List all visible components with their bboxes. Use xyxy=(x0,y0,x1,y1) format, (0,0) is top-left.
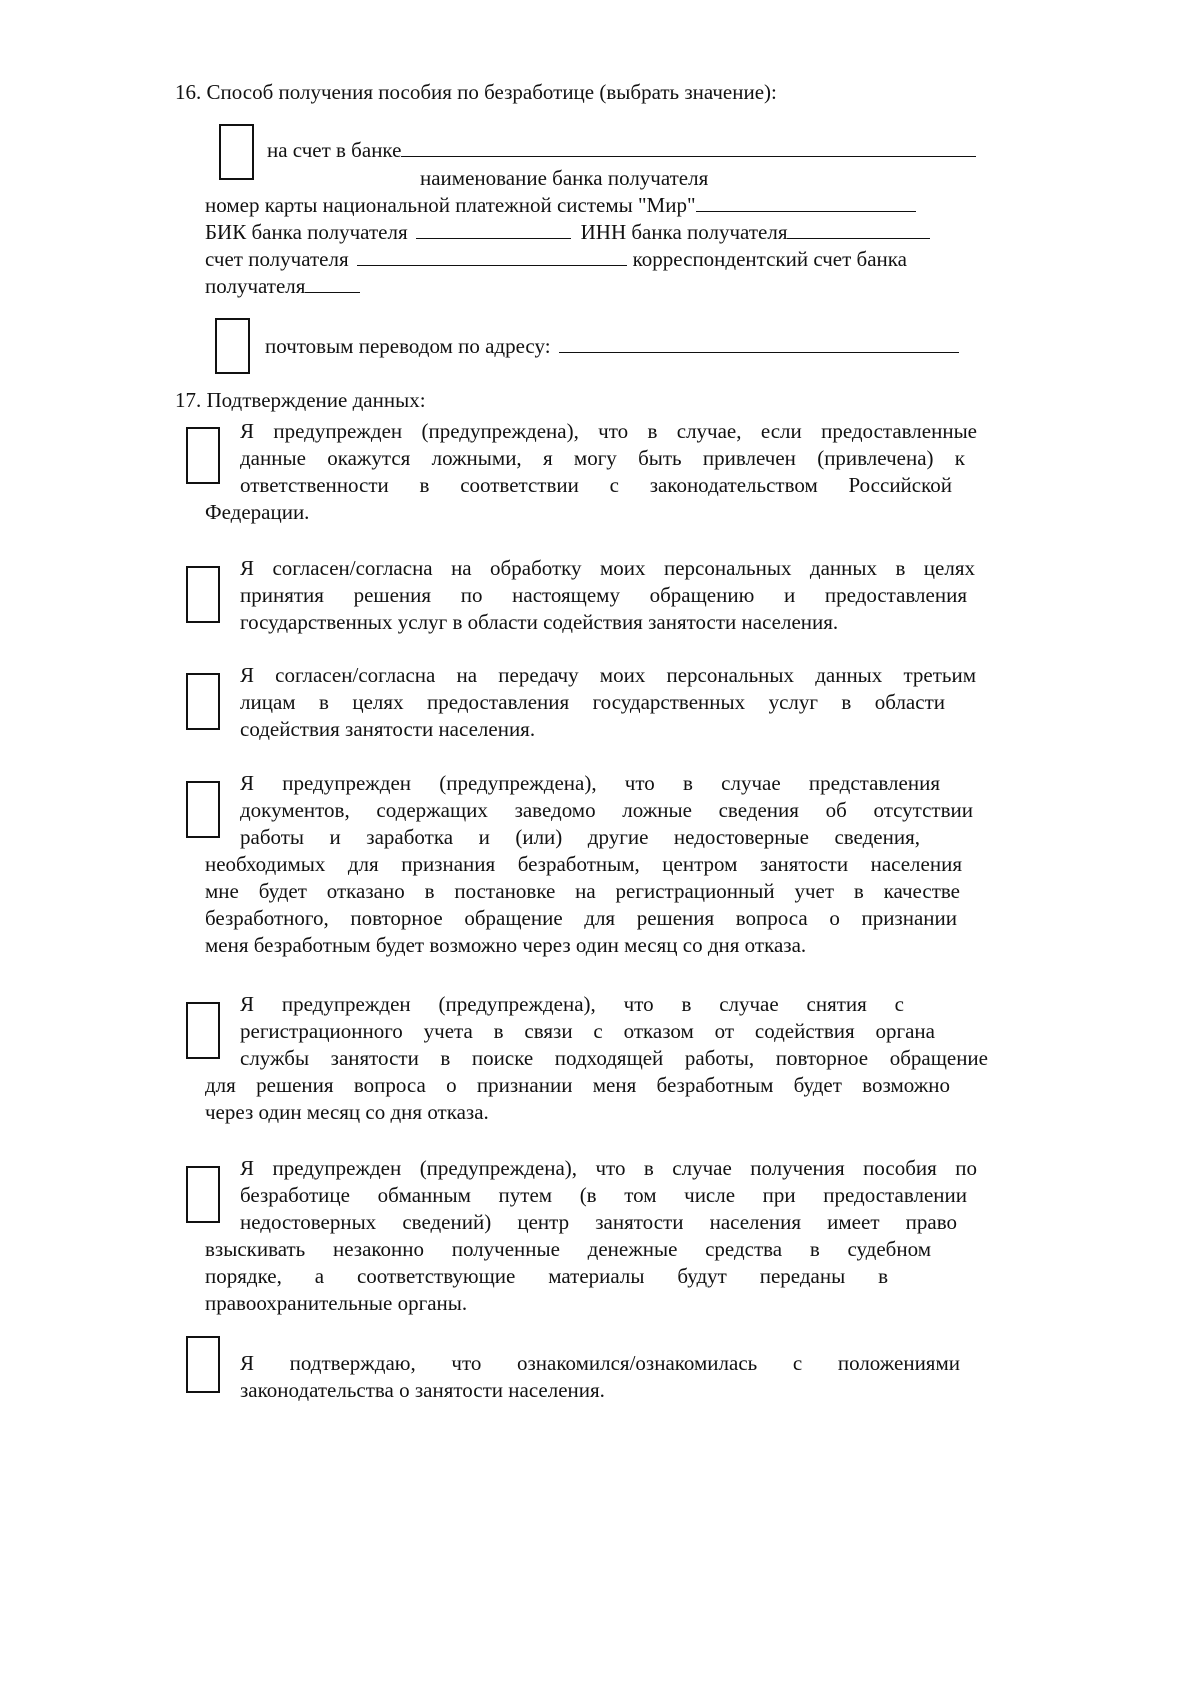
bank-name-caption: наименование банка получателя xyxy=(420,166,709,190)
confirm-5-line-4: для решения вопроса о признании меня безработным будет возможно xyxy=(205,1073,950,1097)
confirm-4-line-4: необходимых для признания безработным, центром занятости населения xyxy=(205,852,962,876)
confirm-2-line-3: государственных услуг в области содействия занятости населения. xyxy=(240,610,839,634)
confirm-checkbox-3[interactable] xyxy=(186,673,220,730)
account-label: счет получателя xyxy=(205,247,349,271)
confirm-3-line-1: Я согласен/согласна на передачу моих персональных данных третьим xyxy=(240,663,976,687)
confirm-4-line-2: документов, содержащих заведомо ложные сведения об отсутствии xyxy=(240,798,973,822)
section-16-title: 16. Способ получения пособия по безработице (выбрать значение): xyxy=(175,80,777,104)
postal-transfer-label: почтовым переводом по адресу: xyxy=(265,334,551,358)
confirm-3-line-3: содействия занятости населения. xyxy=(240,717,536,741)
confirm-2-line-1: Я согласен/согласна на обработку моих персональных данных в целях xyxy=(240,556,975,580)
account-row xyxy=(205,246,907,273)
bik-field[interactable] xyxy=(416,219,571,239)
confirm-checkbox-5[interactable] xyxy=(186,1002,220,1059)
confirm-6-line-3: недостоверных сведений) центр занятости населения имеет право xyxy=(240,1210,957,1234)
confirm-4-line-1: Я предупрежден (предупреждена), что в случае представления xyxy=(240,771,940,795)
confirm-5-line-2: регистрационного учета в связи с отказом от содействия органа xyxy=(240,1019,935,1043)
confirm-checkbox-2[interactable] xyxy=(186,566,220,623)
confirm-7-line-1: Я подтверждаю, что ознакомился/ознакомилась с положениями xyxy=(240,1351,960,1375)
bank-account-label-text: на счет в банке xyxy=(267,138,402,162)
postal-transfer-checkbox[interactable] xyxy=(215,318,250,374)
confirm-6-line-2: безработице обманным путем (в том числе при предоставлении xyxy=(240,1183,967,1207)
confirm-5-line-1: Я предупрежден (предупреждена), что в случае снятия с xyxy=(240,992,904,1016)
corr-account-label-1: корреспондентский счет банка xyxy=(632,247,908,271)
section-17-title: 17. Подтверждение данных: xyxy=(175,388,426,412)
confirm-1-line-4: Федерации. xyxy=(205,500,310,524)
confirm-6-line-1: Я предупрежден (предупреждена), что в случае получения пособия по xyxy=(240,1156,977,1180)
confirm-5-line-5: через один месяц со дня отказа. xyxy=(205,1100,489,1124)
confirm-7-line-2: законодательства о занятости населения. xyxy=(240,1378,605,1402)
card-number-row xyxy=(205,192,916,219)
confirm-checkbox-6[interactable] xyxy=(186,1166,220,1223)
confirm-4-line-3: работы и заработка и (или) другие недостоверные сведения, xyxy=(240,825,920,849)
corr-account-label-2: получателя xyxy=(205,274,306,298)
confirm-checkbox-7[interactable] xyxy=(186,1336,220,1393)
card-number-label: номер карты национальной платежной системы "Мир" xyxy=(205,193,696,217)
confirm-6-line-5: порядке, а соответствующие материалы будут переданы в xyxy=(205,1264,888,1288)
confirm-2-line-2: принятия решения по настоящему обращению и предоставления xyxy=(240,583,967,607)
inn-field[interactable] xyxy=(787,219,930,239)
bank-name-field[interactable] xyxy=(401,137,976,157)
confirm-3-line-2: лицам в целях предоставления государственных услуг в области xyxy=(240,690,945,714)
bank-account-checkbox[interactable] xyxy=(219,124,254,180)
confirm-4-line-6: безработного, повторное обращение для решения вопроса о признании xyxy=(205,906,957,930)
confirm-checkbox-1[interactable] xyxy=(186,427,220,484)
bik-label: БИК банка получателя xyxy=(205,220,408,244)
confirm-4-line-7: меня безработным будет возможно через один месяц со дня отказа. xyxy=(205,933,807,957)
postal-address-field[interactable] xyxy=(559,333,959,353)
bik-inn-row xyxy=(205,219,930,246)
bank-account-label xyxy=(267,137,976,164)
confirm-6-line-6: правоохранительные органы. xyxy=(205,1291,468,1315)
account-field[interactable] xyxy=(357,246,627,266)
confirm-5-line-3: службы занятости в поиске подходящей работы, повторное обращение xyxy=(240,1046,988,1070)
corr-account-row xyxy=(205,273,360,300)
inn-label: ИНН банка получателя xyxy=(580,220,788,244)
confirm-1-line-1: Я предупрежден (предупреждена), что в случае, если предоставленные xyxy=(240,419,977,443)
card-number-field[interactable] xyxy=(696,192,916,212)
confirm-6-line-4: взыскивать незаконно полученные денежные средства в судебном xyxy=(205,1237,931,1261)
corr-account-field[interactable] xyxy=(305,273,360,293)
confirm-4-line-5: мне будет отказано в постановке на регистрационный учет в качестве xyxy=(205,879,960,903)
confirm-checkbox-4[interactable] xyxy=(186,781,220,838)
confirm-1-line-3: ответственности в соответствии с законодательством Российской xyxy=(240,473,952,497)
postal-transfer-row xyxy=(265,333,959,360)
confirm-1-line-2: данные окажутся ложными, я могу быть привлечен (привлечена) к xyxy=(240,446,965,470)
